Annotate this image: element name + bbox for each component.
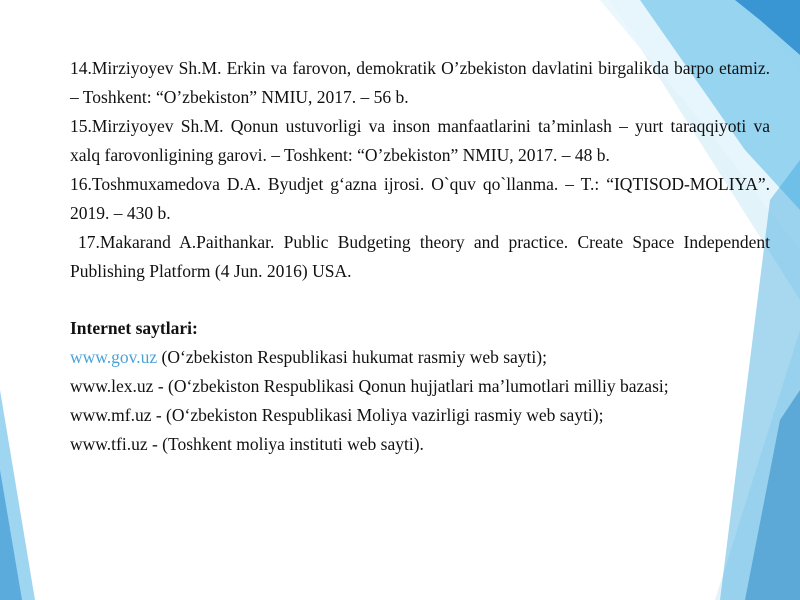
site-lex-desc: - (O‘zbekiston Respublikasi Qonun hujjatlari ma’lumotlari milliy bazasi;	[153, 376, 669, 396]
reference-16: 16.Toshmuxamedova D.A. Byudjet g‘azna ijrosi. O`quv qo`llanma. – T.: “IQTISOD-MOLIYA”. 2019. – 430 b.	[70, 174, 770, 223]
internet-sites-heading: Internet saytlari:	[70, 318, 198, 338]
site-lex	[70, 372, 770, 401]
site-tfi-desc: - (Toshkent moliya instituti web sayti).	[147, 434, 424, 454]
reference-17: 17.Makarand A.Paithankar. Public Budgeting theory and practice. Create Space Independent Publishing Platform (4 Jun. 2016) USA.	[70, 232, 770, 281]
site-mf	[70, 401, 770, 430]
site-tfi	[70, 430, 770, 459]
site-mf-desc: - (O‘zbekiston Respublikasi Moliya vazirligi rasmiy web sayti);	[151, 405, 604, 425]
site-tfi-url: www.tfi.uz	[70, 434, 148, 454]
site-mf-url: www.mf.uz	[70, 405, 152, 425]
site-gov	[70, 343, 770, 372]
site-gov-desc: (O‘zbekiston Respublikasi hukumat rasmiy web sayti);	[157, 347, 547, 367]
document-body	[70, 54, 770, 459]
reference-14: 14.Mirziyoyev Sh.M. Erkin va farovon, demokratik O’zbekiston davlatini birgalikda barpo etamiz. – Toshkent: “O’zbekiston” NMIU, 2017. – 56 b.	[70, 58, 770, 107]
reference-15: 15.Mirziyoyev Sh.M. Qonun ustuvorligi va inson manfaatlarini ta’minlash – yurt taraqqiyoti va xalq farovonligining garovi. – Toshkent: “O’zbekiston” NMIU, 2017. – 48 b.	[70, 116, 770, 165]
site-lex-url: www.lex.uz	[70, 376, 154, 396]
site-gov-link[interactable]: www.gov.uz	[70, 347, 158, 367]
